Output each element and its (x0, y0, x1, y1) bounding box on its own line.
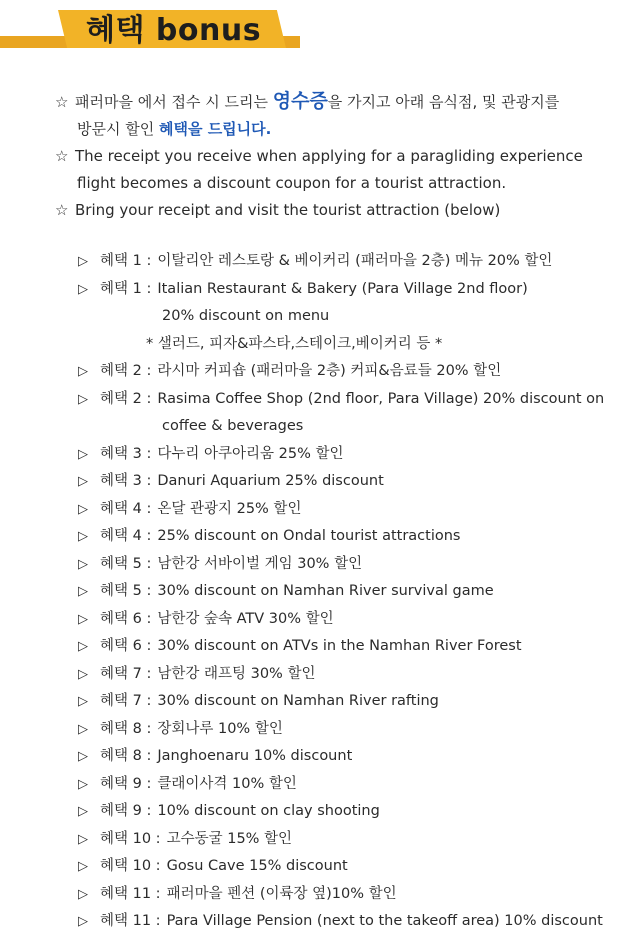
benefit-item (78, 248, 626, 276)
triangle-bullet-icon: ▷ (78, 281, 88, 297)
benefit-text: Gosu Cave 15% discount (166, 858, 348, 874)
benefit-text: 30% discount on ATVs in the Namhan River Forest (157, 638, 522, 654)
intro-en-text-3: Bring your receipt and visit the tourist attraction (below) (75, 201, 501, 219)
benefit-item (78, 276, 626, 304)
benefit-number: 혜택 8 : (100, 748, 152, 764)
triangle-bullet-icon: ▷ (78, 831, 88, 847)
triangle-bullet-icon: ▷ (78, 666, 88, 682)
benefit-item (78, 881, 626, 909)
benefit-item (78, 743, 626, 771)
triangle-bullet-icon: ▷ (78, 391, 88, 407)
benefit-text: 이탈리안 레스토랑 & 베이커리 (패러마을 2층) 메뉴 20% 할인 (157, 253, 553, 269)
triangle-bullet-icon: ▷ (78, 776, 88, 792)
benefit-text: 30% discount on Namhan River rafting (157, 693, 439, 709)
triangle-bullet-icon: ▷ (78, 749, 88, 764)
benefit-text: Janghoenaru 10% discount (157, 748, 353, 764)
triangle-bullet-icon: ▷ (78, 639, 88, 654)
benefit-number: 혜택 5 : (100, 555, 152, 572)
benefit-number: 혜택 11 : (100, 913, 161, 929)
benefit-number: 혜택 6 : (100, 610, 152, 627)
receipt-highlight: 영수증 (272, 90, 328, 112)
triangle-bullet-icon: ▷ (78, 529, 88, 544)
intro-ko-text-1a: 패러마을 에서 접수 시 드리는 (75, 93, 273, 111)
benefit-item (78, 386, 626, 414)
benefit-number: 혜택 9 : (100, 775, 152, 792)
benefit-list (78, 248, 626, 936)
benefit-number: 혜택 11 : (100, 885, 161, 902)
benefit-item (78, 441, 626, 469)
star-icon: ☆ (55, 201, 69, 219)
benefit-highlight: 혜택을 드립니다. (159, 120, 272, 138)
benefit-number: 혜택 4 : (100, 500, 152, 517)
benefit-number: 혜택 9 : (100, 803, 152, 819)
header-banner (0, 0, 300, 60)
benefit-number: 혜택 7 : (100, 665, 152, 682)
triangle-bullet-icon: ▷ (78, 446, 88, 462)
benefit-note: * 샐러드, 피자&파스타,스테이크,베이커리 등 * (146, 335, 443, 352)
benefit-number: 혜택 1 : (100, 253, 152, 269)
benefit-item (78, 633, 626, 661)
triangle-bullet-icon: ▷ (78, 254, 88, 269)
intro-ko-line-2 (55, 116, 615, 143)
benefit-item (78, 688, 626, 716)
star-icon: ☆ (55, 93, 69, 111)
benefit-text: 고수동굴 15% 할인 (166, 830, 293, 847)
triangle-bullet-icon: ▷ (78, 886, 88, 902)
triangle-bullet-icon: ▷ (78, 914, 88, 929)
page-title: 혜택 bonus (86, 13, 262, 48)
intro-ko-line-1 (55, 88, 615, 116)
intro-en-line-1 (55, 143, 615, 170)
benefit-item (78, 551, 626, 579)
intro-en-text-1: The receipt you receive when applying for a paragliding experience (75, 147, 583, 165)
benefit-number: 혜택 2 : (100, 390, 152, 407)
benefit-item (78, 523, 626, 551)
benefit-text: 장회나루 10% 할인 (157, 720, 283, 737)
benefit-text-continued: coffee & beverages (162, 418, 304, 434)
benefit-number: 혜택 10 : (100, 830, 161, 847)
intro-ko-text-2a: 방문시 할인 (77, 120, 159, 138)
benefit-item (78, 496, 626, 524)
benefit-text: 클래이사격 10% 할인 (157, 775, 297, 792)
benefit-text: 10% discount on clay shooting (157, 803, 380, 819)
benefit-item (78, 606, 626, 634)
benefit-item (78, 716, 626, 744)
benefit-text-continued: 20% discount on menu (162, 308, 330, 324)
intro-section (55, 88, 615, 224)
benefit-number: 혜택 3 : (100, 445, 152, 462)
triangle-bullet-icon: ▷ (78, 804, 88, 819)
triangle-bullet-icon: ▷ (78, 721, 88, 737)
benefit-item (78, 826, 626, 854)
star-icon: ☆ (55, 147, 69, 165)
benefit-text: 남한강 래프팅 30% 할인 (157, 665, 316, 682)
benefit-number: 혜택 10 : (100, 858, 161, 874)
benefit-text: 라시마 커피숍 (패러마을 2층) 커피&음료들 20% 할인 (157, 363, 502, 379)
intro-en-line-3 (55, 197, 615, 224)
benefit-item (78, 661, 626, 689)
benefit-text: 패러마을 펜션 (이륙장 옆)10% 할인 (166, 885, 397, 902)
benefit-item (78, 358, 626, 386)
benefit-text: 30% discount on Namhan River survival game (157, 583, 494, 599)
benefit-number: 혜택 1 : (100, 280, 152, 297)
benefit-text: Rasima Coffee Shop (2nd floor, Para Village) 20% discount on (157, 390, 605, 407)
benefit-text: 남한강 숲속 ATV 30% 할인 (157, 610, 334, 627)
benefit-number: 혜택 3 : (100, 473, 152, 489)
triangle-bullet-icon: ▷ (78, 474, 88, 489)
benefit-number: 혜택 6 : (100, 638, 152, 654)
benefit-item (78, 578, 626, 606)
benefit-text: Italian Restaurant & Bakery (Para Village 2nd floor) (157, 280, 528, 297)
benefit-text: Para Village Pension (next to the takeoff area) 10% discount (166, 913, 603, 929)
benefit-number: 혜택 5 : (100, 583, 152, 599)
benefit-item (78, 771, 626, 799)
benefit-item (78, 798, 626, 826)
benefit-item (78, 908, 626, 936)
benefit-number: 혜택 7 : (100, 693, 152, 709)
benefit-item (78, 853, 626, 881)
benefit-number: 혜택 4 : (100, 528, 152, 544)
intro-en-line-2: flight becomes a discount coupon for a tourist attraction. (77, 174, 507, 192)
triangle-bullet-icon: ▷ (78, 501, 88, 517)
triangle-bullet-icon: ▷ (78, 584, 88, 599)
benefit-text: Danuri Aquarium 25% discount (157, 473, 384, 489)
triangle-bullet-icon: ▷ (78, 364, 88, 379)
triangle-bullet-icon: ▷ (78, 859, 88, 874)
benefit-number: 혜택 2 : (100, 363, 152, 379)
intro-ko-text-1b: 을 가지고 아래 음식점, 및 관광지를 (327, 93, 560, 111)
benefit-item (78, 468, 626, 496)
triangle-bullet-icon: ▷ (78, 694, 88, 709)
benefit-text: 다누리 아쿠아리움 25% 할인 (157, 445, 344, 462)
benefit-text: 25% discount on Ondal tourist attractions (157, 528, 461, 544)
triangle-bullet-icon: ▷ (78, 556, 88, 572)
triangle-bullet-icon: ▷ (78, 611, 88, 627)
benefit-text: 남한강 서바이벌 게임 30% 할인 (157, 555, 363, 572)
benefit-text: 온달 관광지 25% 할인 (157, 500, 302, 517)
benefit-number: 혜택 8 : (100, 720, 152, 737)
